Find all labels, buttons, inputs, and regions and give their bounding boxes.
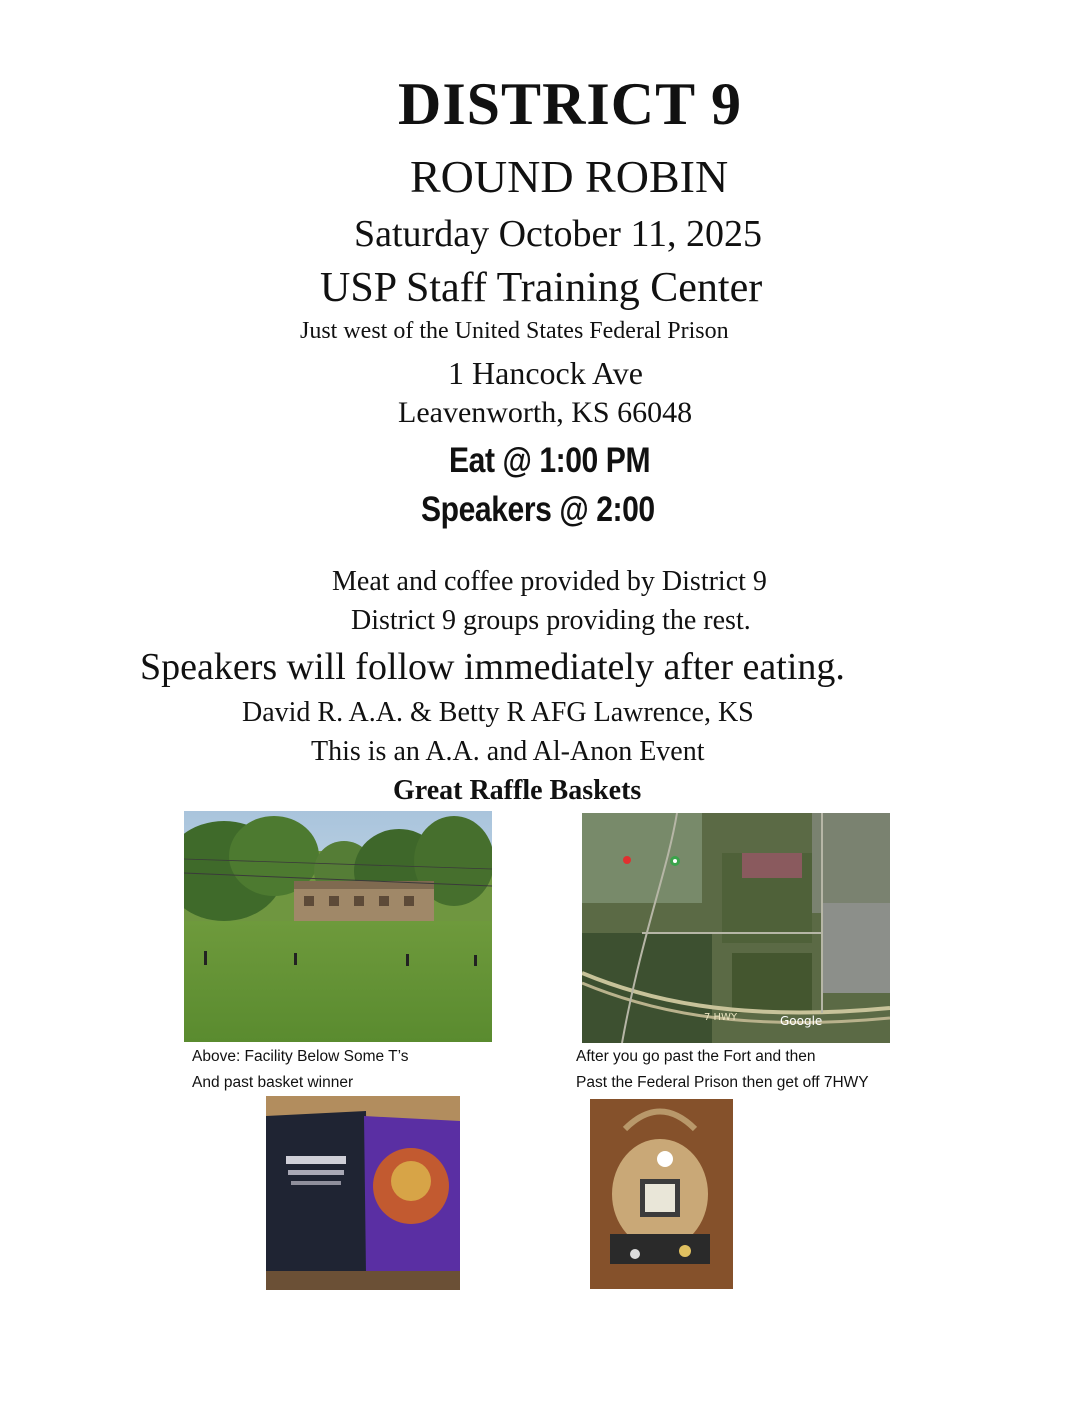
- caption-right-line1: After you go past the Fort and then: [576, 1048, 816, 1065]
- facility-photo: [184, 811, 492, 1042]
- map-road-label: 7 HWY: [704, 1012, 738, 1023]
- raffle-basket-photo: [590, 1099, 733, 1289]
- caption-right-line2: Past the Federal Prison then get off 7HWY: [576, 1074, 869, 1091]
- food-note-groups: District 9 groups providing the rest.: [351, 605, 751, 636]
- venue-name: USP Staff Training Center: [320, 265, 763, 311]
- speakers-time: Speakers @ 2:00: [421, 490, 655, 529]
- caption-left-line2: And past basket winner: [192, 1074, 354, 1091]
- flyer-subtitle: ROUND ROBIN: [410, 151, 729, 202]
- t-shirts-photo: [266, 1096, 460, 1290]
- caption-left-line1: Above: Facility Below Some T’s: [192, 1048, 409, 1065]
- food-note-meat: Meat and coffee provided by District 9: [332, 566, 767, 597]
- raffle-heading: Great Raffle Baskets: [393, 775, 642, 806]
- address-city: Leavenworth, KS 66048: [398, 396, 693, 429]
- speakers-note: Speakers will follow immediately after eating.: [140, 646, 845, 688]
- event-type: This is an A.A. and Al-Anon Event: [311, 736, 705, 767]
- satellite-map: [582, 813, 890, 1043]
- flyer-title: DISTRICT 9: [398, 71, 743, 137]
- location-note: Just west of the United States Federal Prison: [300, 318, 729, 344]
- speakers-names: David R. A.A. & Betty R AFG Lawrence, KS: [242, 697, 754, 728]
- event-date: Saturday October 11, 2025: [354, 213, 763, 255]
- map-brand-label: Google: [780, 1014, 823, 1028]
- address-street: 1 Hancock Ave: [448, 355, 643, 391]
- eat-time: Eat @ 1:00 PM: [449, 441, 651, 480]
